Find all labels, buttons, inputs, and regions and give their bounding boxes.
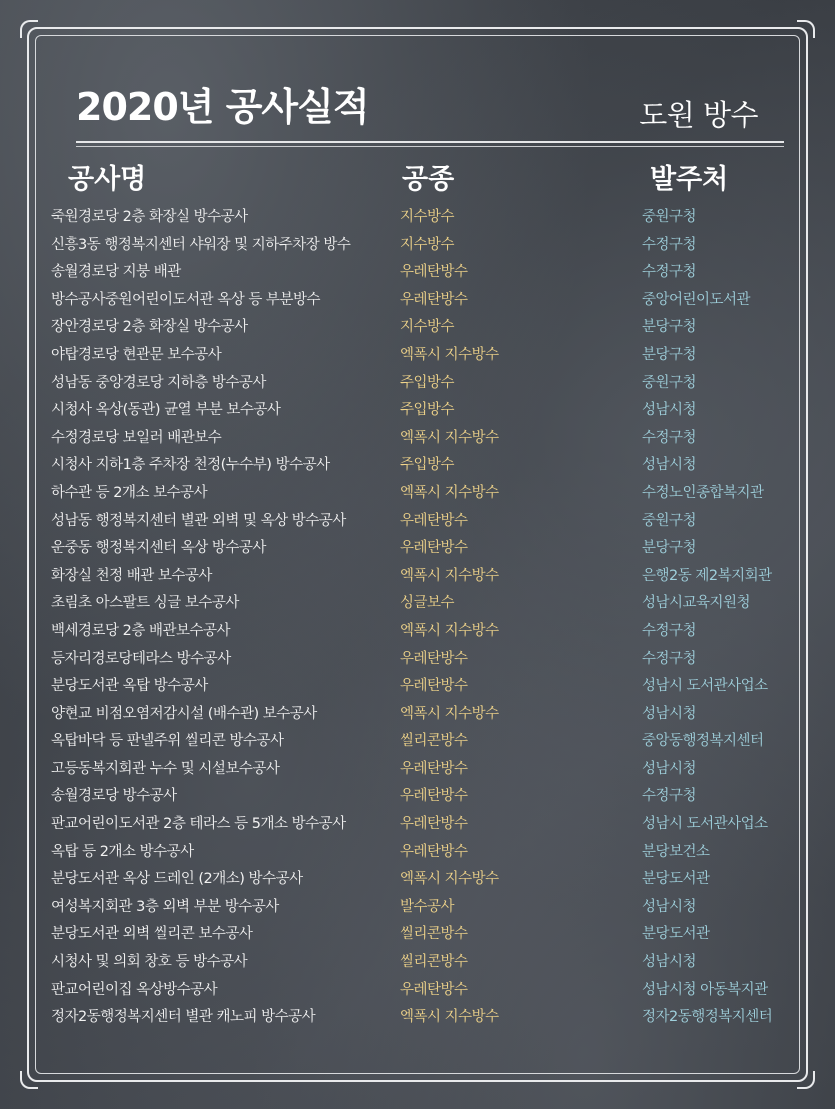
table-row	[0, 921, 835, 949]
project-name: 양현교 비점오염저감시설 (배수관) 보수공사	[51, 705, 317, 722]
project-list	[0, 204, 835, 1032]
project-name: 신흥3동 행정복지센터 샤워장 및 지하주차장 방수	[51, 236, 351, 253]
table-row	[0, 839, 835, 867]
work-type: 우레탄방수	[400, 843, 468, 860]
column-header-name: 공사명	[68, 164, 147, 195]
project-name: 고등동복지회관 누수 및 시설보수공사	[51, 760, 280, 777]
project-name: 백세경로당 2층 배관보수공사	[51, 622, 231, 639]
work-type: 엑폭시 지수방수	[400, 484, 499, 501]
project-name: 성남동 행정복지센터 별관 외벽 및 옥상 방수공사	[51, 512, 346, 529]
client-name: 성남시 도서관사업소	[642, 678, 768, 695]
project-name: 판교어린이도서관 2층 테라스 등 5개소 방수공사	[51, 816, 346, 833]
work-type: 엑폭시 지수방수	[400, 567, 499, 584]
table-row	[0, 452, 835, 480]
work-type: 씰리콘방수	[400, 926, 468, 943]
project-name: 분당도서관 옥상 드레인 (2개소) 방수공사	[51, 871, 303, 888]
client-name: 분당도서관	[642, 871, 710, 888]
client-name: 성남시청 아동복지관	[642, 981, 768, 998]
table-row	[0, 701, 835, 729]
client-name: 성남시청	[642, 402, 697, 419]
client-name: 수정구청	[642, 650, 697, 667]
work-type: 주입방수	[400, 402, 455, 419]
work-type: 우레탄방수	[400, 512, 468, 529]
project-name: 화장실 천정 배관 보수공사	[51, 567, 212, 584]
client-name: 수정구청	[642, 429, 697, 446]
table-row	[0, 618, 835, 646]
work-type: 우레탄방수	[400, 678, 468, 695]
title-divider	[76, 141, 784, 143]
project-name: 정자2동행정복지센터 별관 캐노피 방수공사	[51, 1009, 316, 1026]
table-row	[0, 370, 835, 398]
client-name: 성남시 도서관사업소	[642, 816, 768, 833]
project-name: 운중동 행정복지센터 옥상 방수공사	[51, 540, 266, 557]
work-type: 엑폭시 지수방수	[400, 429, 499, 446]
table-row	[0, 590, 835, 618]
work-type: 우레탄방수	[400, 788, 468, 805]
project-name: 시청사 및 의회 창호 등 방수공사	[51, 954, 248, 971]
column-header-type: 공종	[402, 164, 455, 195]
corner-ornament-bottom-right	[797, 1071, 815, 1089]
project-name: 성남동 중앙경로당 지하층 방수공사	[51, 374, 266, 391]
table-row	[0, 535, 835, 563]
work-type: 씰리콘방수	[400, 733, 468, 750]
client-name: 수정구청	[642, 236, 697, 253]
work-type: 엑폭시 지수방수	[400, 346, 499, 363]
column-header-client: 발주처	[650, 164, 729, 195]
title-divider-thin	[76, 146, 784, 147]
page-title: 2020년 공사실적	[76, 85, 369, 129]
table-row	[0, 232, 835, 260]
client-name: 중원구청	[642, 374, 697, 391]
company-name: 도원 방수	[639, 98, 758, 132]
client-name: 수정구청	[642, 788, 697, 805]
client-name: 분당구청	[642, 319, 697, 336]
work-type: 지수방수	[400, 236, 455, 253]
table-row	[0, 646, 835, 674]
table-row	[0, 508, 835, 536]
client-name: 정자2동행정복지센터	[642, 1009, 773, 1026]
client-name: 성남시청	[642, 705, 697, 722]
client-name: 수정노인종합복지관	[642, 484, 764, 501]
project-name: 송월경로당 지붕 배관	[51, 264, 181, 281]
work-type: 우레탄방수	[400, 981, 468, 998]
client-name: 중원구청	[642, 209, 697, 225]
project-name: 송월경로당 방수공사	[51, 788, 177, 805]
corner-ornament-bottom-left	[20, 1071, 38, 1089]
project-name: 죽원경로당 2층 화장실 방수공사	[51, 209, 248, 225]
project-name: 수정경로당 보일러 배관보수	[51, 429, 222, 446]
table-row	[0, 204, 835, 232]
project-name: 하수관 등 2개소 보수공사	[51, 484, 208, 501]
work-type: 엑폭시 지수방수	[400, 705, 499, 722]
client-name: 분당도서관	[642, 926, 710, 943]
project-name: 여성복지회관 3층 외벽 부분 방수공사	[51, 898, 279, 915]
project-name: 방수공사중원어린이도서관 옥상 등 부분방수	[51, 291, 320, 308]
client-name: 분당구청	[642, 540, 697, 557]
project-name: 야탑경로당 현관문 보수공사	[51, 346, 222, 363]
client-name: 중앙어린이도서관	[642, 291, 751, 308]
project-name: 분당도서관 외벽 씰리콘 보수공사	[51, 926, 253, 943]
project-name: 판교어린이집 옥상방수공사	[51, 981, 218, 998]
client-name: 성남시청	[642, 898, 697, 915]
client-name: 성남시청	[642, 954, 697, 971]
work-type: 주입방수	[400, 374, 455, 391]
table-row	[0, 287, 835, 315]
table-row	[0, 259, 835, 287]
table-row	[0, 397, 835, 425]
client-name: 분당보건소	[642, 843, 710, 860]
project-name: 등자리경로당테라스 방수공사	[51, 650, 231, 667]
work-type: 엑폭시 지수방수	[400, 622, 499, 639]
table-row	[0, 563, 835, 591]
client-name: 분당구청	[642, 346, 697, 363]
corner-ornament-top-right	[797, 20, 815, 38]
work-type: 엑폭시 지수방수	[400, 1009, 499, 1026]
client-name: 중원구청	[642, 512, 697, 529]
table-row	[0, 314, 835, 342]
corner-ornament-top-left	[20, 20, 38, 38]
table-row	[0, 977, 835, 1005]
table-row	[0, 480, 835, 508]
work-type: 주입방수	[400, 457, 455, 474]
work-type: 지수방수	[400, 209, 455, 225]
table-row	[0, 1004, 835, 1032]
work-type: 우레탄방수	[400, 540, 468, 557]
client-name: 수정구청	[642, 264, 697, 281]
table-row	[0, 811, 835, 839]
client-name: 중앙동행정복지센터	[642, 733, 764, 750]
table-row	[0, 342, 835, 370]
client-name: 은행2동 제2복지회관	[642, 567, 772, 584]
work-type: 지수방수	[400, 319, 455, 336]
client-name: 성남시청	[642, 457, 697, 474]
project-name: 분당도서관 옥탑 방수공사	[51, 678, 208, 695]
project-name: 시청사 옥상(동관) 균열 부분 보수공사	[51, 402, 281, 419]
project-name: 초림초 아스팔트 싱글 보수공사	[51, 595, 239, 612]
project-name: 옥탑 등 2개소 방수공사	[51, 843, 194, 860]
work-type: 우레탄방수	[400, 816, 468, 833]
work-type: 우레탄방수	[400, 650, 468, 667]
table-row	[0, 866, 835, 894]
table-row	[0, 756, 835, 784]
table-row	[0, 673, 835, 701]
table-row	[0, 894, 835, 922]
table-row	[0, 783, 835, 811]
table-row	[0, 425, 835, 453]
work-type: 우레탄방수	[400, 760, 468, 777]
client-name: 성남시청	[642, 760, 697, 777]
work-type: 우레탄방수	[400, 264, 468, 281]
table-row	[0, 949, 835, 977]
table-row	[0, 728, 835, 756]
work-type: 싱글보수	[400, 595, 455, 612]
project-name: 옥탑바닥 등 판넬주위 씰리콘 방수공사	[51, 733, 284, 750]
client-name: 수정구청	[642, 622, 697, 639]
work-type: 발수공사	[400, 898, 455, 915]
work-type: 우레탄방수	[400, 291, 468, 308]
client-name: 성남시교육지원청	[642, 595, 751, 612]
work-type: 엑폭시 지수방수	[400, 871, 499, 888]
project-name: 시청사 지하1층 주차장 천정(누수부) 방수공사	[51, 457, 330, 474]
project-name: 장안경로당 2층 화장실 방수공사	[51, 319, 248, 336]
work-type: 씰리콘방수	[400, 954, 468, 971]
